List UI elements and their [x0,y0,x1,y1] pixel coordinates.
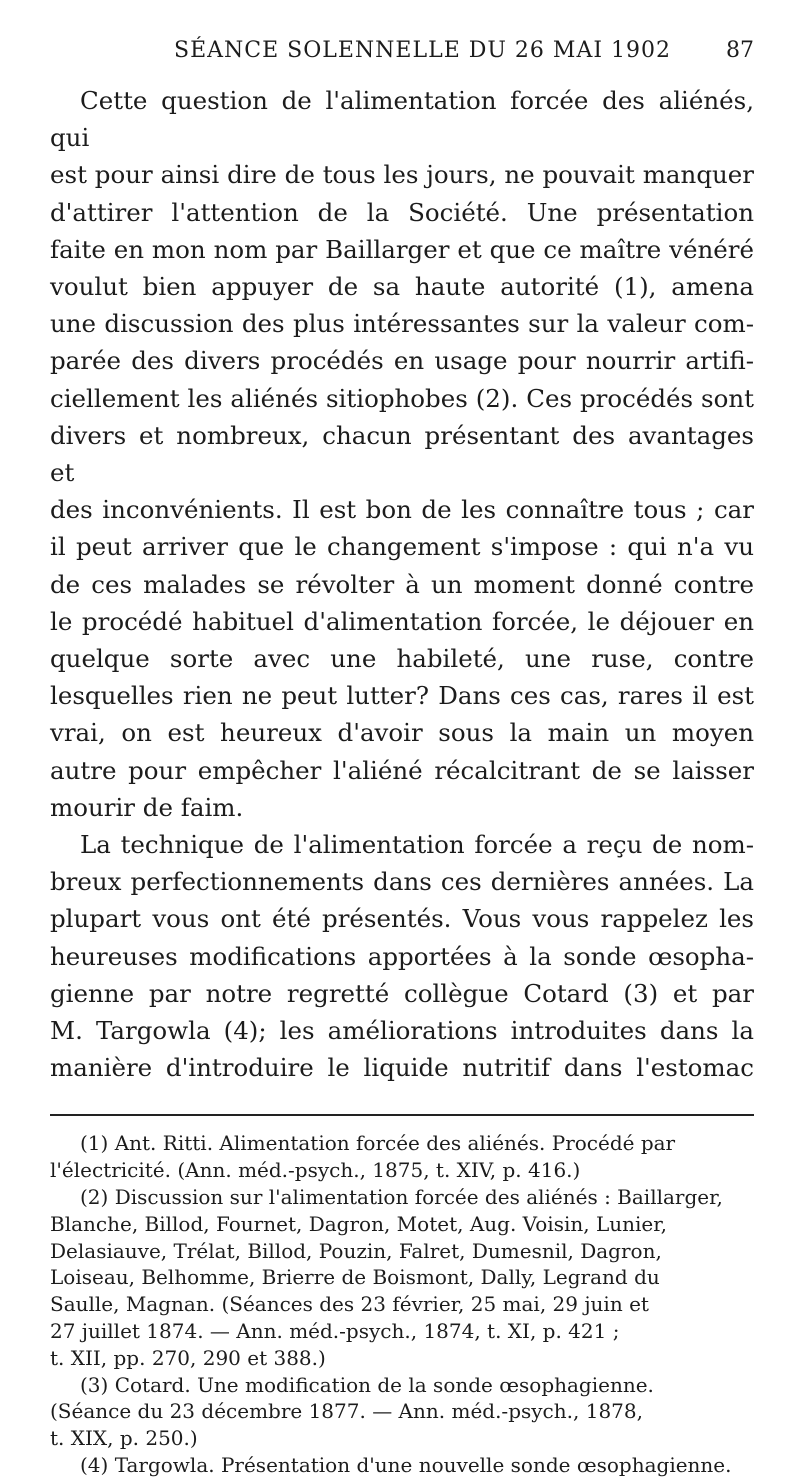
footnote-2 [50,1184,754,1372]
footnote-4 [50,1452,754,1479]
footnote-line: (1) Ant. Ritti. Alimentation forcée des aliénés. Procédé par [80,1131,676,1156]
footnote-divider [50,1114,754,1116]
text-line: autre pour empêcher l'aliéné récalcitrant de se laisser [50,755,754,785]
footnote-line: Loiseau, Belhomme, Brierre de Boismont, Dally, Legrand du [50,1265,660,1290]
footnote-line: t. XII, pp. 270, 290 et 388.) [50,1345,326,1370]
paragraph-1 [50,82,754,826]
text-line: La technique de l'alimentation forcée a reçu de nom- [80,830,754,860]
footnote-1 [50,1130,754,1184]
page-header [50,38,754,82]
text-line: faite en mon nom par Baillarger et que ce maître vénéré [50,234,754,264]
text-line: breux perfectionnements dans ces dernières années. La [50,867,754,897]
text-line: plupart vous ont été présentés. Vous vous rappelez les [50,904,754,934]
footnote-line: Blanche, Billod, Fournet, Dagron, Motet, Aug. Voisin, Lunier, [50,1211,667,1236]
text-line: le procédé habituel d'alimentation forcée, le déjouer en [50,606,754,636]
footnotes [50,1130,754,1478]
text-line: parée des divers procédés en usage pour nourrir artifi- [50,346,754,376]
text-line: lesquelles rien ne peut lutter? Dans ces cas, rares il est [50,681,754,711]
text-line: de ces malades se révolter à un moment donné contre [50,569,754,599]
text-line: Cette question de l'alimentation forcée des aliénés, qui [50,86,754,153]
running-head: SÉANCE SOLENNELLE DU 26 MAI 1902 [174,38,672,63]
footnote-line: (4) Targowla. Présentation d'une nouvelle sonde œsophagienne. [80,1453,732,1478]
text-line: gienne par notre regretté collègue Cotard (3) et par [50,978,754,1008]
body-text [50,82,754,1086]
paragraph-2 [50,826,754,1086]
text-line: est pour ainsi dire de tous les jours, ne pouvait manquer [50,160,754,190]
footnote-line: 27 juillet 1874. — Ann. méd.-psych., 1874, t. XI, p. 421 ; [50,1319,620,1344]
text-line: manière d'introduire le liquide nutritif dans l'estomac [50,1053,754,1083]
page-number: 87 [726,38,754,63]
text-line: vrai, on est heureux d'avoir sous la main un moyen [50,718,754,748]
text-line: heureuses modifications apportées à la sonde œsopha- [50,941,754,971]
footnote-line: Delasiauve, Trélat, Billod, Pouzin, Falret, Dumesnil, Dagron, [50,1238,662,1263]
footnote-line: (3) Cotard. Une modification de la sonde œsophagienne. [80,1372,654,1397]
footnote-line: t. XIX, p. 250.) [50,1426,198,1451]
text-line: d'attirer l'attention de la Société. Une présentation [50,197,754,227]
text-line: ciellement les aliénés sitiophobes (2). Ces procédés sont [50,383,754,413]
footnote-line: (Séance du 23 décembre 1877. — Ann. méd.-psych., 1878, [50,1399,643,1424]
text-line: des inconvénients. Il est bon de les connaître tous ; car [50,495,754,525]
text-line: divers et nombreux, chacun présentant des avantages et [50,420,754,488]
text-line: voulut bien appuyer de sa haute autorité (1), amena [50,272,754,302]
text-line: quelque sorte avec une habileté, une ruse, contre [50,644,754,674]
footnote-3 [50,1372,754,1452]
footnote-line: l'électricité. (Ann. méd.-psych., 1875, t. XIV, p. 416.) [50,1158,581,1183]
text-line: une discussion des plus intéressantes sur la valeur com- [50,309,754,339]
text-line: M. Targowla (4); les améliorations introduites dans la [50,1016,754,1046]
footnote-line: Saulle, Magnan. (Séances des 23 février, 25 mai, 29 juin et [50,1292,649,1317]
text-line: il peut arriver que le changement s'impose : qui n'a vu [50,532,754,562]
footnote-line: (2) Discussion sur l'alimentation forcée des aliénés : Baillarger, [80,1185,723,1210]
text-line: mourir de faim. [50,792,244,822]
